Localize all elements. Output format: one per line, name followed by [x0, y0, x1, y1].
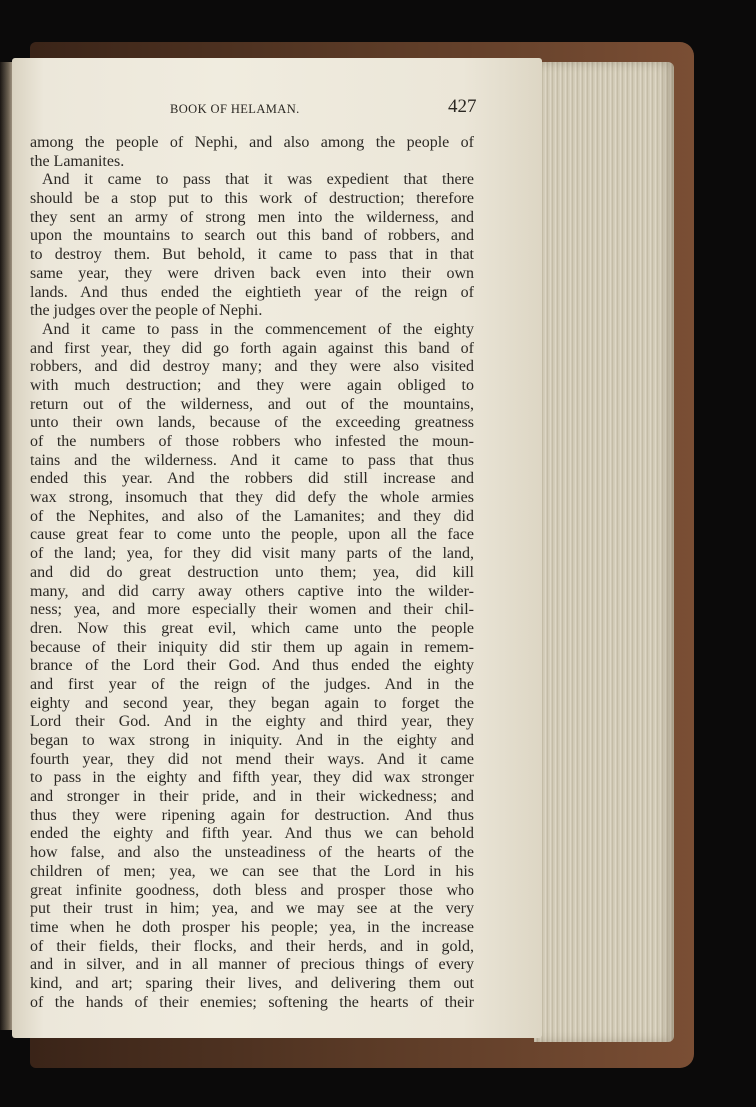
text-line: ended the eighty and fifth year. And thus we can behold [30, 825, 474, 843]
text-line: unto their own lands, because of the exceeding greatness [30, 414, 474, 432]
text-line: upon the mountains to search out this band of robbers, and [30, 227, 474, 245]
text-line: time when he doth prosper his people; yea, in the increase [30, 918, 474, 936]
text-line: robbers, and did destroy many; and they were also visited [30, 358, 474, 376]
text-line: and stronger in their pride, and in their wickedness; and [30, 788, 474, 806]
text-line: of the numbers of those robbers who infested the moun- [30, 433, 474, 450]
text-line: thus they were ripening again for destruction. And thus [30, 806, 474, 824]
text-line: And it came to pass that it was expedient that there [42, 171, 474, 189]
text-line: they sent an army of strong men into the wilderness, and [30, 208, 474, 226]
running-head: BOOK OF HELAMAN. [170, 102, 300, 116]
text-line: began to wax strong in iniquity. And in the eighty and [30, 732, 474, 749]
text-line: of the Nephites, and also of the Lamanites; and they did [30, 507, 474, 525]
text-line: ness; yea, and more especially their women and their chil- [30, 601, 474, 619]
text-line: many, and did carry away others captive into the wilder- [30, 582, 474, 600]
body-text [30, 134, 474, 1012]
text-line: because of their iniquity did stir them up again in remem- [30, 638, 474, 656]
text-line: to pass in the eighty and fifth year, they did wax stronger [30, 769, 474, 787]
text-line: and did do great destruction unto them; yea, did kill [30, 563, 474, 581]
text-line: eighty and second year, they began again to forget the [30, 694, 474, 712]
text-line: to destroy them. But behold, it came to pass that in that [30, 246, 474, 264]
text-line: same year, they were driven back even into their own [30, 264, 474, 282]
text-line: great infinite goodness, doth bless and prosper those who [30, 881, 474, 899]
text-line: how false, and also the unsteadiness of the hearts of the [30, 844, 474, 862]
text-line: And it came to pass in the commencement of the eighty [42, 320, 474, 338]
text-line: should be a stop put to this work of destruction; therefore [30, 190, 474, 208]
text-line: lands. And thus ended the eightieth year of the reign of [30, 283, 474, 301]
text-line: among the people of Nephi, and also among the people of [30, 134, 474, 151]
text-line: brance of the Lord their God. And thus ended the eighty [30, 657, 474, 675]
text-line: kind, and art; sparing their lives, and delivering them out [30, 974, 474, 992]
text-line: wax strong, insomuch that they did defy the whole armies [30, 489, 474, 507]
text-line: fourth year, they did not mend their ways. And it came [30, 750, 474, 768]
page-fore-edge [534, 62, 674, 1042]
text-line: and first year of the reign of the judges. And in the [30, 675, 474, 693]
text-line: of the hands of their enemies; softening the hearts of their [30, 993, 474, 1011]
text-line: of their fields, their flocks, and their herds, and in gold, [30, 937, 474, 955]
text-line: and first year, they did go forth again against this band of [30, 339, 474, 357]
text-line: return out of the wilderness, and out of the mountains, [30, 395, 474, 413]
text-line: of the land; yea, for they did visit many parts of the land, [30, 545, 474, 563]
text-line: cause great fear to come unto the people, upon all the face [30, 526, 474, 544]
page-number: 427 [448, 96, 477, 117]
text-line: the judges over the people of Nephi. [30, 302, 263, 320]
text-line: children of men; yea, we can see that the Lord in his [30, 862, 474, 880]
text-line: the Lamanites. [30, 152, 125, 170]
text-line: put their trust in him; yea, and we may see at the very [30, 900, 474, 918]
text-line: dren. Now this great evil, which came unto the people [30, 619, 474, 637]
text-line: and in silver, and in all manner of precious things of every [30, 956, 474, 974]
text-line: tains and the wilderness. And it came to pass that thus [30, 451, 474, 469]
text-line: ended this year. And the robbers did still increase and [30, 470, 474, 488]
text-line: with much destruction; and they were again obliged to [30, 376, 474, 394]
text-line: Lord their God. And in the eighty and third year, they [30, 713, 474, 731]
